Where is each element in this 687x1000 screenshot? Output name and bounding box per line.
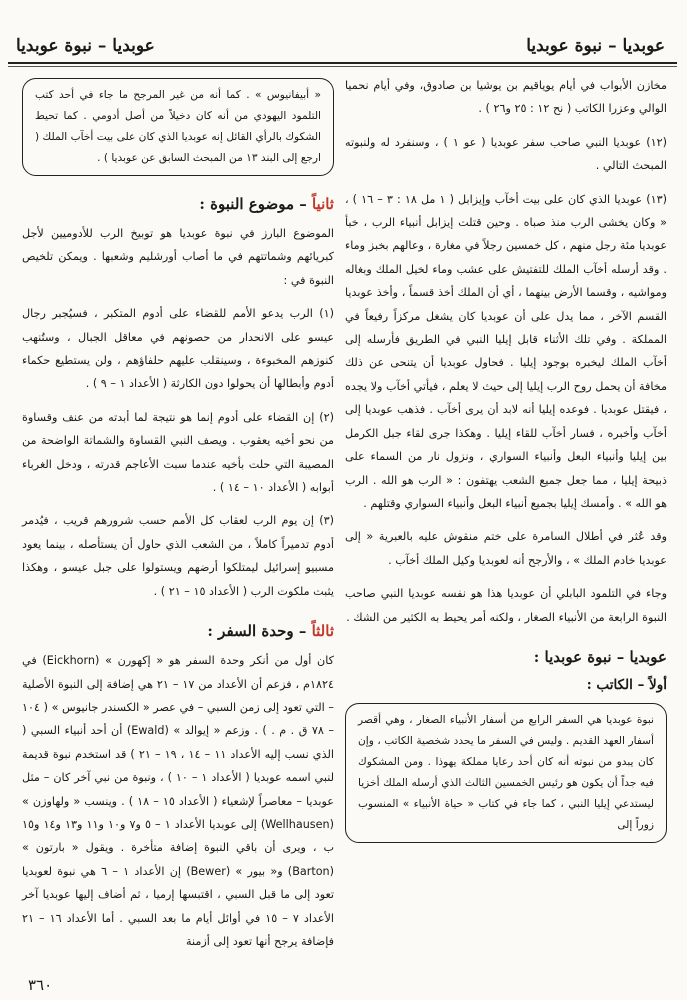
paragraph: (١٢) عوبديا النبي صاحب سفر عوبديا ( عو ١ ) ، وسنفرد له ولنبوته المبحث التالي . [345,135,667,173]
paragraph: (١٣) عوبديا الذي كان على بيت أخآب وإيزابل ( ١ مل ١٨ : ٣ – ١٦ ) ، « وكان يخشى الرب منذ صباه . وحين قتلت إيزابل أنبياء الرب ، خبأ عوبديا مئة رجل منهم ، كل خمسين رجلاً في مغارة ، وعالهم بخبز وماء . وقد أرسله أخآب الملك للتفتيش على عشب وماء لخيل الملك وبغاله ومواشيه ، وقسما الأرض بينهما ، أي أن الملك أخذ قسماً ، وأخذ عوبديا القسم الآخر ، مما يدل على أن عوبديا كان يشغل مركزاً رفيعاً في المملكة . وفي تلك الأثناء قابل إيليا النبي في الطريق فأرسله إلى أخآب الملك ليخبره بوجود إيليا . فحاول عوبديا أن يتنحى عن ذلك مخافة أن يحمل روح الرب إيليا إلى حيث لا يعلم ، فيأتي أخآب ولا يجده ، فيقتل عوبديا . فوعده إيليا أنه لابد أن يرى أخآب . فذهب عوبديا إلى أخآب وأخبره ، فسار أخآب للقاء إيليا . وهكذا جرى لقاء جبل الكرمل بين إيليا وأنبياء البعل وأنبياء السواري ، ونزول نار من السماء على ذبيحة إيليا ، مما جعل جميع الشعب يهتفون : « الرب هو الله . الرب هو الله » . وأمسك إيليا بجميع أنبياء البعل وأنبياء السواري وقتلهم . [345,192,668,510]
paragraph: مخازن الأبواب في أيام يوياقيم بن يوشيا بن صادوق، وفي أيام نحميا الوالي وعزرا الكاتب ( نح ١٢ : ٢٥ و٢٦ ) . [345,79,667,116]
section-heading: عوبديا – نبوة عوبديا : [533,647,667,666]
section-heading [22,621,334,641]
paragraph: وجاء في التلمود البابلي أن عوبديا هذا هو نفسه عوبديا النبي صاحب النبوة الرابعة من الأنبياء الصغار ، ولكنه أمر يحيط به الكثير من الشك . [345,587,667,624]
paragraph: (١) الرب يدعو الأمم للقضاء على أدوم المتكبر ، فسيُجبر رجال عيسو على الانحدار من حصونهم في معاقل الجبال ، وستُنهب كنوزهم المخبوءة ، وسينقلب عليهم حلفاؤهم ، ولن يستطيع حكماء أدوم وأبطالها أن يحولوا دون الكارثة ( الأعداد ١ – ٩ ) . [22,307,334,391]
header-rule [8,62,677,64]
section-number: ثالثاً [311,622,334,641]
section-title: – موضوع النبوة : [199,195,307,213]
running-header-left: عوبديا – نبوة عوبديا [16,36,155,56]
boxed-note: نبوة عوبديا هي السفر الرابع من أسفار الأنبياء الصغار ، وهي أقصر أسفار العهد القديم . وليس في السفر ما يحدد شخصية الكاتب ، وإن كان يبدو من نبوته أنه كان أحد رعايا مملكة يهوذا . ومن المشكوك فيه جداً أن يكون هو رئيس الخمسين الثالث الذي أرسله الملك أخزيا ليستدعي إيليا النبي ، كما جاء في كتاب « حياة الأنبياء » المنسوب زوراً إلى [345,703,667,843]
header-rule-thin [8,66,677,67]
running-header-right: عوبديا – نبوة عوبديا [526,36,665,56]
section-title: – وحدة السفر : [207,622,307,641]
left-column [22,74,334,963]
paragraph: الموضوع البارز في نبوة عوبديا هو توبيخ الرب للأدوميين لأجل كبريائهم وشماتتهم في ما أصاب أورشليم وشعبها . ويمكن تلخيص النبوة في : [22,227,334,287]
paragraph: كان أول من أنكر وحدة السفر هو « إكهورن » (Eickhorn) في ١٨٢٤م ، فزعم أن الأعداد من ١٧ – ٢١ هي إضافة إلى النبوة الأصلية – التي تعود إلى زمن السبي – في عصر « الكسندر جانيوس » ( ١٠٤ – ٧٨ ق . م . ) . وزعم « إيوالد » (Ewald) أن أحد أنبياء السبي ( الذي نسب إليه الأعداد ١١ – ١٤ ، ١٩ – ٢١ ) قد استخدم نبوة قديمة لنبي اسمه عوبديا ( الأعداد ١ – ١٠ ) ، ونبوة من نبي آخر كان – مثل عوبديا – معاصراً لإشعياء ( الأعداد ١٥ – ١٨ ) . وينسب « ولهاوزن » (Wellhausen) إلى عوبديا الأعداد ١ – ٥ و٧ و١٠ و١١ و١٣ و١٤ و١٥ ب ، ويرى أن باقي النبوة إضافة متأخرة . ويقول « بارتون » (Barton) و« بيور » (Bewer) إن الأعداد ١ – ٦ هي نبوة لعوبديا تعود إلى ما قبل السبي ، اقتبسها إرميا ، ثم أضاف إليها عوبديا آخر الأعداد ٧ – ١٥ في أوائل أيام ما بعد السبي . أما الأعداد ١٦ – ٢١ فإضافة يرجح أنها تعود إلى أزمنة [22,654,335,948]
section-heading [22,194,334,214]
subsection-heading: أولاً – الكاتب : [586,676,667,693]
section-number: ثانياً [311,195,334,213]
page-number: ٣٦٠ [28,976,53,994]
boxed-note: « أبيفانيوس » . كما أنه من غير المرجح ما جاء في أحد كتب التلمود اليهودي من أنه كان دخيلاً من أصل أدومي . كما تحيط الشكوك بالرأي القائل إنه عوبديا الذي كان على بيت أخآب الملك ( ارجع إلى البند ١٣ من المبحث السابق عن عوبديا ) . [22,78,334,176]
right-column [345,74,667,853]
paragraph: (٢) إن القضاء على أدوم إنما هو نتيجة لما أبدته من عنف وقساوة من نحو أخيه يعقوب . ويصف النبي القساوة والشماتة الواضحة من المصيبة التي حلت بأخيه عندما سبت الأعاجم قدرته ، ودخل الغرباء أبوابه ( الأعداد ١٠ – ١٤ ) . [22,410,334,495]
paragraph: (٣) إن يوم الرب لعقاب كل الأمم حسب شرورهم قريب ، فيُدمر أدوم تدميراً كاملاً ، من الشعب الذي حاول أن يستأصله ، بينما يعود مسبيو إسرائيل ليمتلكوا أرضهم ويستولوا على جبل عيسو ، وهكذا يثبت ملكوت الرب ( الأعداد ١٥ – ٢١ ) . [22,514,334,598]
paragraph: وقد عُثر في أطلال السامرة على ختم منقوش عليه بالعبرية « إلى عوبديا خادم الملك » ، والأرجح أنه لعوبديا وكيل الملك أخآب . [345,530,667,567]
